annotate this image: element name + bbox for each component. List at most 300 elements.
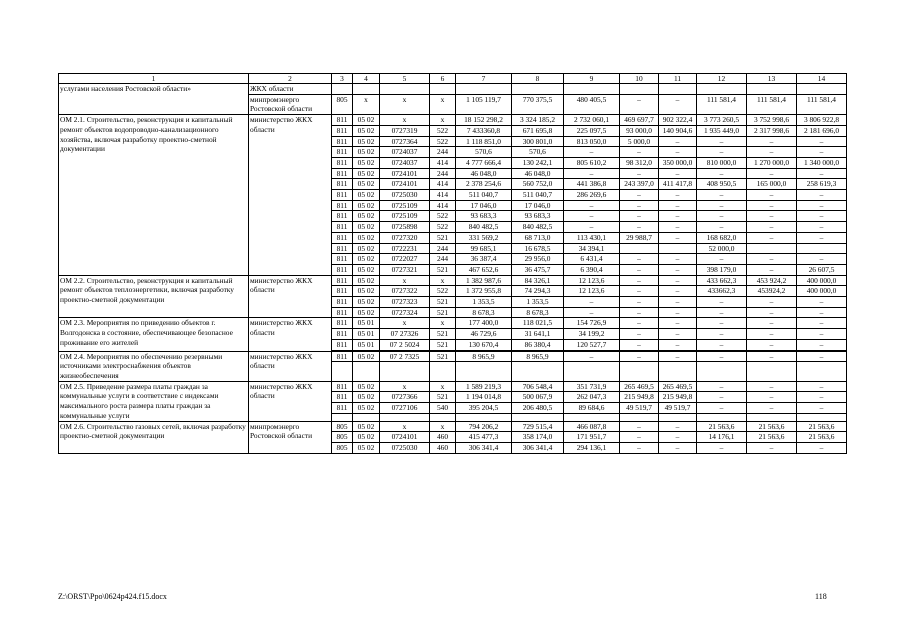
value-cell: 400 000,0	[797, 275, 847, 286]
table-row	[59, 318, 847, 329]
value-cell: 05 02	[353, 243, 380, 254]
value-cell: 244	[430, 254, 456, 265]
value-cell: 130 670,4	[456, 339, 512, 350]
empty-cell	[353, 413, 380, 421]
table-row	[59, 115, 847, 126]
value-cell: 49 519,7	[620, 403, 659, 414]
value-cell: 0725030	[380, 190, 430, 201]
value-cell: 05 02	[353, 381, 380, 392]
value-cell: 811	[332, 136, 353, 147]
column-header: 12	[697, 74, 747, 84]
value-cell: 99 685,1	[456, 243, 512, 254]
value-cell: –	[697, 381, 747, 392]
value-cell: –	[697, 190, 747, 201]
value-cell: 1 118 851,0	[456, 136, 512, 147]
empty-cell	[332, 362, 353, 381]
value-cell: 93 683,3	[512, 211, 564, 222]
value-cell: 05 02	[353, 351, 380, 362]
value-cell: 05 02	[353, 125, 380, 136]
value-cell: 6 431,4	[564, 254, 620, 265]
value-cell: –	[697, 222, 747, 233]
value-cell: –	[659, 275, 697, 286]
value-cell: 118 021,5	[512, 318, 564, 329]
value-cell: 2 378 254,6	[456, 179, 512, 190]
value-cell: 93 683,3	[456, 211, 512, 222]
value-cell: 398 179,0	[697, 264, 747, 275]
value-cell: –	[747, 168, 797, 179]
value-cell: 0724037	[380, 157, 430, 168]
value-cell: –	[659, 318, 697, 329]
empty-cell	[797, 413, 847, 421]
value-cell: –	[697, 307, 747, 318]
value-cell: 05 01	[353, 318, 380, 329]
executor-cell: министерство ЖКХ области	[249, 351, 332, 381]
value-cell: 36 387,4	[456, 254, 512, 265]
value-cell: 811	[332, 200, 353, 211]
value-cell: –	[697, 168, 747, 179]
empty-cell	[512, 362, 564, 381]
column-header: 5	[380, 74, 430, 84]
value-cell: –	[620, 168, 659, 179]
value-cell: 521	[430, 339, 456, 350]
value-cell: 05 02	[353, 432, 380, 443]
value-cell: –	[797, 232, 847, 243]
value-cell: –	[564, 211, 620, 222]
value-cell: 68 713,0	[512, 232, 564, 243]
value-cell: 453924,2	[747, 286, 797, 297]
value-cell: 467 652,6	[456, 264, 512, 275]
value-cell: 414	[430, 157, 456, 168]
value-cell: 18 152 298,2	[456, 115, 512, 126]
value-cell	[456, 84, 512, 95]
value-cell: 811	[332, 381, 353, 392]
value-cell	[620, 84, 659, 95]
value-cell: 480 405,5	[564, 94, 620, 114]
value-cell	[797, 84, 847, 95]
value-cell: 1 353,5	[456, 297, 512, 308]
table-row	[59, 421, 847, 432]
value-cell: –	[659, 200, 697, 211]
value-cell: 811	[332, 179, 353, 190]
value-cell: х	[380, 318, 430, 329]
value-cell: 1 340 000,0	[797, 157, 847, 168]
value-cell: –	[659, 432, 697, 443]
value-cell: 414	[430, 190, 456, 201]
value-cell: 225 097,5	[564, 125, 620, 136]
measure-description: ОМ 2.4. Мероприятия по обеспечению резервными источниками электроснабжения объектов жизнеобеспечения	[59, 351, 249, 381]
value-cell: 522	[430, 125, 456, 136]
value-cell: –	[797, 381, 847, 392]
value-cell: 560 752,0	[512, 179, 564, 190]
value-cell: –	[697, 211, 747, 222]
value-cell: 500 067,9	[512, 392, 564, 403]
value-cell: –	[659, 94, 697, 114]
value-cell: 306 341,4	[512, 442, 564, 453]
value-cell: 165 000,0	[747, 179, 797, 190]
value-cell: –	[620, 94, 659, 114]
budget-table-sheet	[58, 73, 846, 454]
value-cell: –	[797, 136, 847, 147]
value-cell: 243 397,0	[620, 179, 659, 190]
value-cell: 258 619,3	[797, 179, 847, 190]
value-cell: 522	[430, 222, 456, 233]
value-cell: 811	[332, 307, 353, 318]
value-cell: –	[659, 264, 697, 275]
executor-cell: министерство ЖКХ области	[249, 318, 332, 351]
value-cell: –	[620, 190, 659, 201]
value-cell: –	[747, 307, 797, 318]
value-cell: –	[620, 275, 659, 286]
value-cell: 07 2 7325	[380, 351, 430, 362]
executor-cell: министерство ЖКХ области	[249, 381, 332, 421]
value-cell: 1 194 014,8	[456, 392, 512, 403]
value-cell: 521	[430, 264, 456, 275]
value-cell: –	[620, 147, 659, 158]
value-cell: 811	[332, 329, 353, 340]
value-cell: 05 02	[353, 168, 380, 179]
value-cell	[659, 84, 697, 95]
value-cell: –	[659, 147, 697, 158]
value-cell: 1 105 119,7	[456, 94, 512, 114]
value-cell: 265 469,5	[620, 381, 659, 392]
executor-cell: министерство ЖКХ области	[249, 275, 332, 318]
value-cell: 0724101	[380, 432, 430, 443]
budget-table	[58, 73, 847, 454]
value-cell: –	[747, 297, 797, 308]
value-cell: –	[620, 442, 659, 453]
value-cell: –	[797, 339, 847, 350]
column-header: 9	[564, 74, 620, 84]
value-cell: –	[620, 421, 659, 432]
value-cell: 140 904,6	[659, 125, 697, 136]
value-cell: 811	[332, 392, 353, 403]
value-cell	[747, 84, 797, 95]
value-cell: –	[747, 254, 797, 265]
empty-cell	[697, 362, 747, 381]
column-header: 11	[659, 74, 697, 84]
column-header: 13	[747, 74, 797, 84]
column-header: 10	[620, 74, 659, 84]
empty-cell	[564, 413, 620, 421]
value-cell: 05 02	[353, 190, 380, 201]
column-header: 6	[430, 74, 456, 84]
value-cell: 1 589 219,3	[456, 381, 512, 392]
value-cell: 811	[332, 339, 353, 350]
value-cell: х	[430, 318, 456, 329]
value-cell: 113 430,1	[564, 232, 620, 243]
value-cell: 411 417,8	[659, 179, 697, 190]
value-cell: –	[659, 329, 697, 340]
value-cell: 811	[332, 351, 353, 362]
column-header: 3	[332, 74, 353, 84]
file-path-footer: Z:\ORST\Ppo\0624p424.f15.docx	[58, 592, 167, 601]
value-cell: –	[747, 351, 797, 362]
value-cell: 05 02	[353, 232, 380, 243]
value-cell: 98 312,0	[620, 157, 659, 168]
value-cell: –	[620, 329, 659, 340]
value-cell: 05 02	[353, 136, 380, 147]
value-cell: –	[564, 168, 620, 179]
value-cell: 671 695,8	[512, 125, 564, 136]
value-cell: 05 02	[353, 157, 380, 168]
value-cell: 49 519,7	[659, 403, 697, 414]
value-cell: 351 731,9	[564, 381, 620, 392]
value-cell: –	[659, 286, 697, 297]
value-cell: 05 02	[353, 275, 380, 286]
value-cell: 05 02	[353, 442, 380, 453]
value-cell: х	[353, 94, 380, 114]
value-cell: –	[747, 442, 797, 453]
table-row	[59, 381, 847, 392]
value-cell: 93 000,0	[620, 125, 659, 136]
value-cell: 540	[430, 403, 456, 414]
value-cell: –	[697, 297, 747, 308]
value-cell: 262 047,3	[564, 392, 620, 403]
value-cell: 570,6	[456, 147, 512, 158]
value-cell: –	[797, 211, 847, 222]
value-cell: 811	[332, 125, 353, 136]
value-cell: –	[797, 351, 847, 362]
measure-description: услугами населения Ростовской области»	[59, 84, 249, 115]
value-cell: 521	[430, 329, 456, 340]
empty-cell	[747, 362, 797, 381]
value-cell: 8 678,3	[456, 307, 512, 318]
empty-cell	[797, 362, 847, 381]
value-cell: –	[747, 147, 797, 158]
value-cell: 177 400,0	[456, 318, 512, 329]
value-cell	[797, 243, 847, 254]
value-cell: 306 341,4	[456, 442, 512, 453]
value-cell: 1 353,5	[512, 297, 564, 308]
value-cell: 813 050,0	[564, 136, 620, 147]
value-cell: 168 682,0	[697, 232, 747, 243]
value-cell: 89 684,6	[564, 403, 620, 414]
value-cell: 05 02	[353, 179, 380, 190]
value-cell: –	[564, 351, 620, 362]
value-cell: 05 02	[353, 403, 380, 414]
value-cell: 05 02	[353, 200, 380, 211]
value-cell: –	[564, 297, 620, 308]
value-cell: 21 563,6	[797, 421, 847, 432]
value-cell: 521	[430, 392, 456, 403]
value-cell: –	[620, 286, 659, 297]
value-cell: 07 2 5024	[380, 339, 430, 350]
value-cell: –	[659, 421, 697, 432]
value-cell: –	[620, 339, 659, 350]
value-cell: 521	[430, 232, 456, 243]
column-header: 1	[59, 74, 249, 84]
value-cell: 29 988,7	[620, 232, 659, 243]
value-cell: 17 046,0	[512, 200, 564, 211]
measure-description: ОМ 2.2. Строительство, реконструкция и капитальный ремонт объектов теплоэнергетики, включая разработку проектно-сметной документации	[59, 275, 249, 318]
value-cell: 522	[430, 286, 456, 297]
value-cell: 408 950,5	[697, 179, 747, 190]
value-cell: 811	[332, 318, 353, 329]
value-cell: –	[747, 329, 797, 340]
empty-cell	[564, 362, 620, 381]
value-cell: –	[659, 232, 697, 243]
empty-cell	[659, 413, 697, 421]
value-cell: –	[747, 339, 797, 350]
value-cell: 0727364	[380, 136, 430, 147]
value-cell: 706 548,4	[512, 381, 564, 392]
value-cell: 05 02	[353, 115, 380, 126]
value-cell: 300 801,0	[512, 136, 564, 147]
value-cell: 111 581,4	[697, 94, 747, 114]
empty-cell	[456, 413, 512, 421]
value-cell: 154 726,9	[564, 318, 620, 329]
empty-cell	[430, 362, 456, 381]
value-cell: 294 136,1	[564, 442, 620, 453]
value-cell	[659, 243, 697, 254]
value-cell: –	[697, 442, 747, 453]
value-cell: 0727323	[380, 297, 430, 308]
value-cell: –	[659, 307, 697, 318]
value-cell	[747, 243, 797, 254]
value-cell: 811	[332, 232, 353, 243]
value-cell: 433662,3	[697, 286, 747, 297]
value-cell: 441 386,8	[564, 179, 620, 190]
value-cell: 811	[332, 275, 353, 286]
value-cell: –	[659, 254, 697, 265]
value-cell: –	[659, 168, 697, 179]
value-cell: –	[747, 392, 797, 403]
value-cell: –	[797, 403, 847, 414]
value-cell: –	[659, 297, 697, 308]
value-cell: 05 02	[353, 392, 380, 403]
value-cell: 414	[430, 179, 456, 190]
value-cell: –	[620, 318, 659, 329]
value-cell: 460	[430, 432, 456, 443]
value-cell: –	[697, 136, 747, 147]
page-number: 118	[815, 592, 827, 601]
value-cell: 840 482,5	[456, 222, 512, 233]
value-cell: 811	[332, 243, 353, 254]
value-cell: 26 607,5	[797, 264, 847, 275]
measure-description: ОМ 2.6. Строительство газовых сетей, включая разработку проектно-сметной документации	[59, 421, 249, 453]
value-cell: 811	[332, 297, 353, 308]
table-row	[59, 84, 847, 95]
empty-cell	[620, 362, 659, 381]
measure-description: ОМ 2.5. Приведение размера платы граждан за коммунальные услуги в соответствие с индексами максимального роста размера платы граждан за коммунальные услуги	[59, 381, 249, 421]
value-cell: 902 322,4	[659, 115, 697, 126]
value-cell: 570,6	[512, 147, 564, 158]
value-cell: –	[747, 232, 797, 243]
column-header: 7	[456, 74, 512, 84]
value-cell: 244	[430, 147, 456, 158]
value-cell: 29 956,0	[512, 254, 564, 265]
value-cell: 05 02	[353, 307, 380, 318]
value-cell: –	[620, 200, 659, 211]
value-cell: 522	[430, 136, 456, 147]
empty-cell	[697, 413, 747, 421]
value-cell: 05 01	[353, 329, 380, 340]
column-header: 4	[353, 74, 380, 84]
value-cell: 8 965,9	[456, 351, 512, 362]
value-cell: 8 678,3	[512, 307, 564, 318]
value-cell: 805	[332, 432, 353, 443]
value-cell: –	[659, 351, 697, 362]
value-cell: 810 000,0	[697, 157, 747, 168]
value-cell: 0725109	[380, 211, 430, 222]
value-cell: 2 317 998,6	[747, 125, 797, 136]
value-cell: –	[659, 222, 697, 233]
value-cell: 34 394,1	[564, 243, 620, 254]
value-cell: 811	[332, 190, 353, 201]
value-cell: 05 02	[353, 222, 380, 233]
value-cell: 511 040,7	[512, 190, 564, 201]
value-cell: –	[697, 147, 747, 158]
column-header: 14	[797, 74, 847, 84]
value-cell	[353, 84, 380, 95]
value-cell: 811	[332, 264, 353, 275]
value-cell: 0724037	[380, 147, 430, 158]
value-cell: 4 777 666,4	[456, 157, 512, 168]
value-cell: 0727322	[380, 286, 430, 297]
value-cell: 331 569,2	[456, 232, 512, 243]
value-cell: 521	[430, 297, 456, 308]
value-cell: 14 176,1	[697, 432, 747, 443]
value-cell: 1 935 449,0	[697, 125, 747, 136]
value-cell	[620, 243, 659, 254]
value-cell: 0727320	[380, 232, 430, 243]
value-cell: –	[797, 168, 847, 179]
executor-cell: министерство ЖКХ области	[249, 115, 332, 276]
value-cell: 1 270 000,0	[747, 157, 797, 168]
value-cell: 1 382 987,6	[456, 275, 512, 286]
empty-cell	[332, 413, 353, 421]
value-cell: –	[797, 318, 847, 329]
value-cell: 521	[430, 351, 456, 362]
value-cell: –	[747, 190, 797, 201]
value-cell: 0727106	[380, 403, 430, 414]
value-cell: 2 732 060,1	[564, 115, 620, 126]
table-row	[59, 351, 847, 362]
value-cell: 46 048,0	[456, 168, 512, 179]
value-cell: 521	[430, 307, 456, 318]
value-cell: 811	[332, 211, 353, 222]
value-cell: –	[797, 200, 847, 211]
value-cell: 05 02	[353, 297, 380, 308]
value-cell: х	[430, 275, 456, 286]
value-cell: 05 02	[353, 286, 380, 297]
value-cell: 34 199,2	[564, 329, 620, 340]
value-cell	[512, 84, 564, 95]
table-row	[59, 275, 847, 286]
value-cell: –	[747, 211, 797, 222]
value-cell: 17 046,0	[456, 200, 512, 211]
value-cell: 0725030	[380, 442, 430, 453]
empty-cell	[430, 413, 456, 421]
executor-cell: минпромэнерго Ростовской области	[249, 94, 332, 114]
value-cell	[430, 84, 456, 95]
value-cell: 52 000,0	[697, 243, 747, 254]
value-cell: 84 326,1	[512, 275, 564, 286]
value-cell: 215 949,8	[659, 392, 697, 403]
value-cell: х	[380, 275, 430, 286]
value-cell: 74 294,3	[512, 286, 564, 297]
value-cell: 794 206,2	[456, 421, 512, 432]
value-cell: 358 174,0	[512, 432, 564, 443]
value-cell: 433 662,3	[697, 275, 747, 286]
value-cell: –	[747, 403, 797, 414]
value-cell: –	[659, 442, 697, 453]
value-cell: –	[697, 318, 747, 329]
empty-cell	[747, 413, 797, 421]
value-cell: 05 02	[353, 254, 380, 265]
value-cell: х	[380, 421, 430, 432]
value-cell: 0724101	[380, 168, 430, 179]
